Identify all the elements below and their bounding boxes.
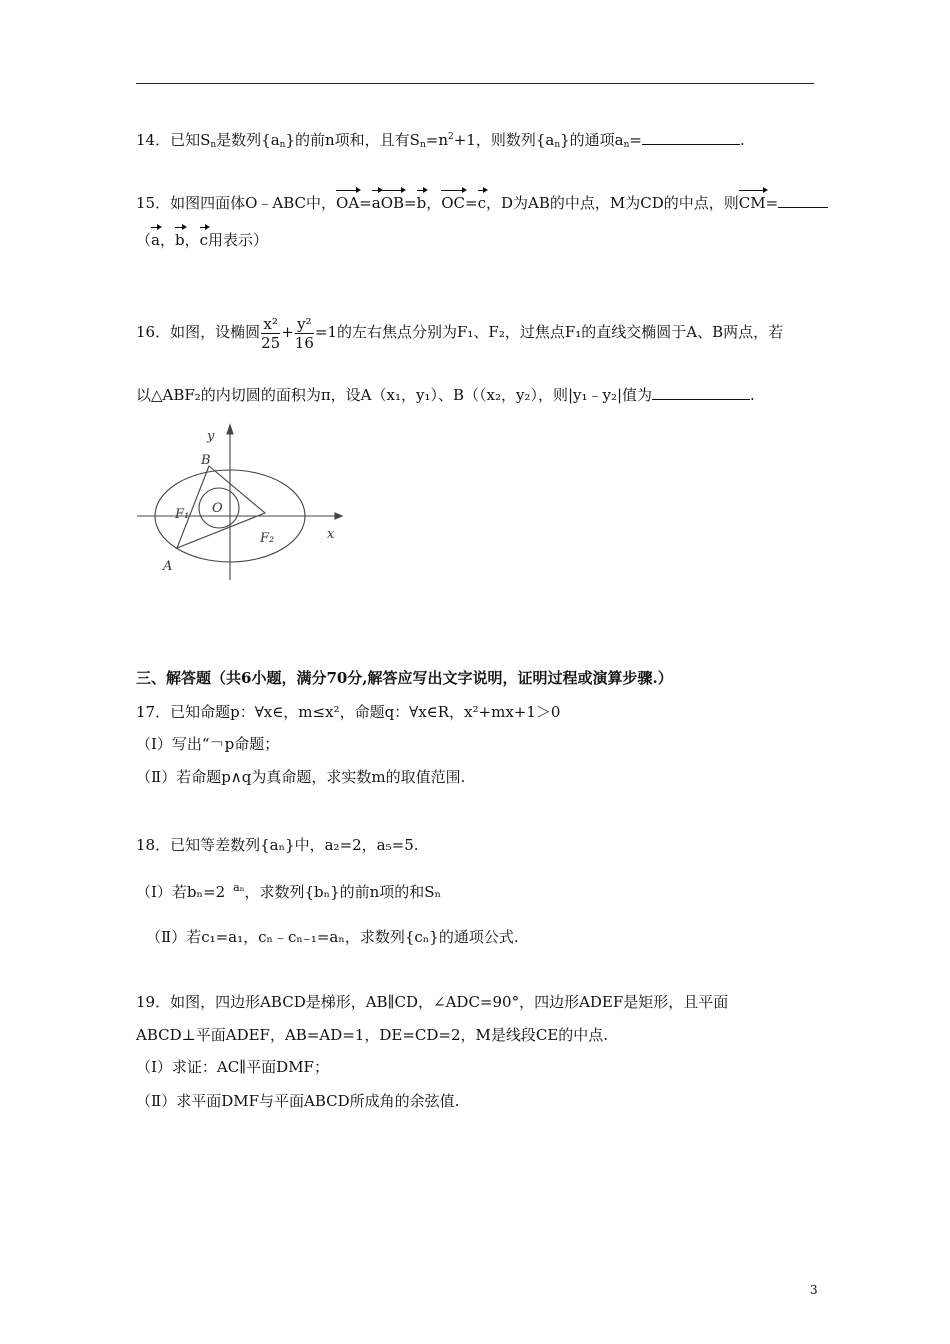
q14-sub: n [279, 140, 286, 150]
fraction-x [261, 315, 280, 352]
q19-part-1: （Ⅰ）求证：AC∥平面DMF； [136, 1058, 329, 1076]
section-3-title: 三、解答题（共6小题，满分70分,解答应写出文字说明，证明过程或演算步骤.） [136, 669, 673, 687]
fraction-denominator: 16 [294, 333, 314, 352]
q18-part-2: （Ⅱ）若c₁=a₁，cₙ﹣cₙ₋₁=aₙ，求数列{cₙ}的通项公式. [146, 928, 519, 946]
q15-text: 如图四面体O﹣ABC中， [170, 194, 337, 212]
q15-text: ，D为AB的中点，M为CD的中点，则 [485, 194, 739, 212]
vector-oa: OA [336, 194, 360, 212]
vector-b: b [416, 194, 427, 212]
q17-part-1: （Ⅰ）写出“￢p命题； [136, 735, 280, 753]
q15-text: ， [184, 231, 200, 249]
label-y: y [207, 429, 215, 444]
label-f2: F₂ [260, 531, 275, 546]
fraction-numerator: x² [261, 315, 280, 334]
q14-text: . [740, 131, 745, 149]
q18-text: ，求数列{bₙ}的前n项的和Sₙ [244, 883, 442, 901]
q16-number: 16． [136, 323, 171, 341]
q15-text: （ [136, 231, 152, 249]
q19-part-2: （Ⅱ）求平面DMF与平面ABCD所成角的余弦值. [136, 1092, 460, 1110]
answer-blank[interactable] [642, 130, 740, 145]
q14-number: 14． [136, 131, 171, 149]
q15-text: ， [426, 194, 442, 212]
q14-sub: n [210, 140, 217, 150]
q14-text: +1，则数列{a [453, 131, 555, 149]
q15-text: = [765, 194, 779, 212]
label-x: x [327, 527, 335, 542]
question-14 [136, 127, 745, 155]
label-a: A [163, 559, 173, 574]
q15-text: 用表示） [208, 231, 269, 249]
q14-sub: n [554, 140, 561, 150]
q18-text: （Ⅰ）若bₙ=2 [136, 883, 226, 901]
label-f1: F₁ [175, 507, 190, 522]
fraction-y [295, 315, 314, 352]
vector-a: a [371, 194, 381, 212]
page-number: 3 [810, 1283, 818, 1297]
q15-text: ， [159, 231, 175, 249]
question-18: 18．已知等差数列{aₙ}中，a₂=2，a₅=5. [136, 836, 419, 854]
q15-number: 15． [136, 194, 171, 212]
vector-cm: CM [738, 194, 766, 212]
question-19-line2: ABCD⊥平面ADEF，AB=AD=1，DE=CD=2，M是线段CE的中点. [136, 1026, 609, 1044]
q16-text: . [750, 386, 755, 404]
q14-text: 已知S [170, 131, 211, 149]
q14-text: }的前n项和，且有S [285, 131, 420, 149]
question-16-line2 [136, 385, 755, 405]
q16-text: + [281, 323, 294, 341]
header-rule [136, 83, 814, 84]
q15-text: = [404, 194, 417, 212]
vector-oc: OC [441, 194, 465, 212]
q14-text: }的通项a [560, 131, 624, 149]
fraction-denominator: 25 [261, 333, 281, 352]
q14-text: =n [425, 131, 448, 149]
question-15 [136, 193, 828, 213]
vector-c: c [199, 231, 209, 249]
q14-sub: n [623, 140, 630, 150]
q15-text: = [465, 194, 478, 212]
q16-text: =1的左右焦点分别为F₁、F₂，过焦点F₁的直线交椭圆于A、B两点，若 [314, 323, 784, 341]
y-axis-arrow-icon [227, 425, 233, 434]
exponent: aₙ [233, 881, 245, 894]
fraction-numerator: y² [295, 315, 314, 334]
answer-blank[interactable] [778, 193, 828, 208]
q14-text: = [629, 131, 642, 149]
question-15-line2 [136, 230, 268, 250]
ellipse-figure [135, 420, 345, 585]
vector-a: a [151, 231, 160, 249]
vector-ob: OB [380, 194, 405, 212]
q16-text: 如图，设椭圆 [170, 323, 261, 341]
q15-text: = [359, 194, 372, 212]
question-19: 19．如图，四边形ABCD是梯形，AB∥CD，∠ADC=90°，四边形ADEF是矩形，且平面 [136, 993, 729, 1011]
label-o: O [212, 501, 223, 516]
x-axis-arrow-icon [335, 513, 342, 519]
vector-b: b [174, 231, 185, 249]
q18-part-1 [136, 878, 441, 902]
question-17: 17．已知命题p：∀x∈，m≤x²，命题q：∀x∈R，x²+mx+1＞0 [136, 703, 561, 721]
vector-c: c [477, 194, 486, 212]
q14-sup: 2 [447, 132, 454, 142]
q14-sub: n [419, 140, 426, 150]
label-b: B [201, 453, 211, 468]
q17-part-2: （Ⅱ）若命题p∧q为真命题，求实数m的取值范围. [136, 768, 466, 786]
q16-text: 以△ABF₂的内切圆的面积为π，设A（x₁，y₁）、B（（x₂，y₂），则|y₁﹣y₂|值为 [136, 386, 653, 404]
question-16 [136, 313, 783, 352]
q14-text: 是数列{a [216, 131, 280, 149]
answer-blank[interactable] [652, 385, 750, 400]
